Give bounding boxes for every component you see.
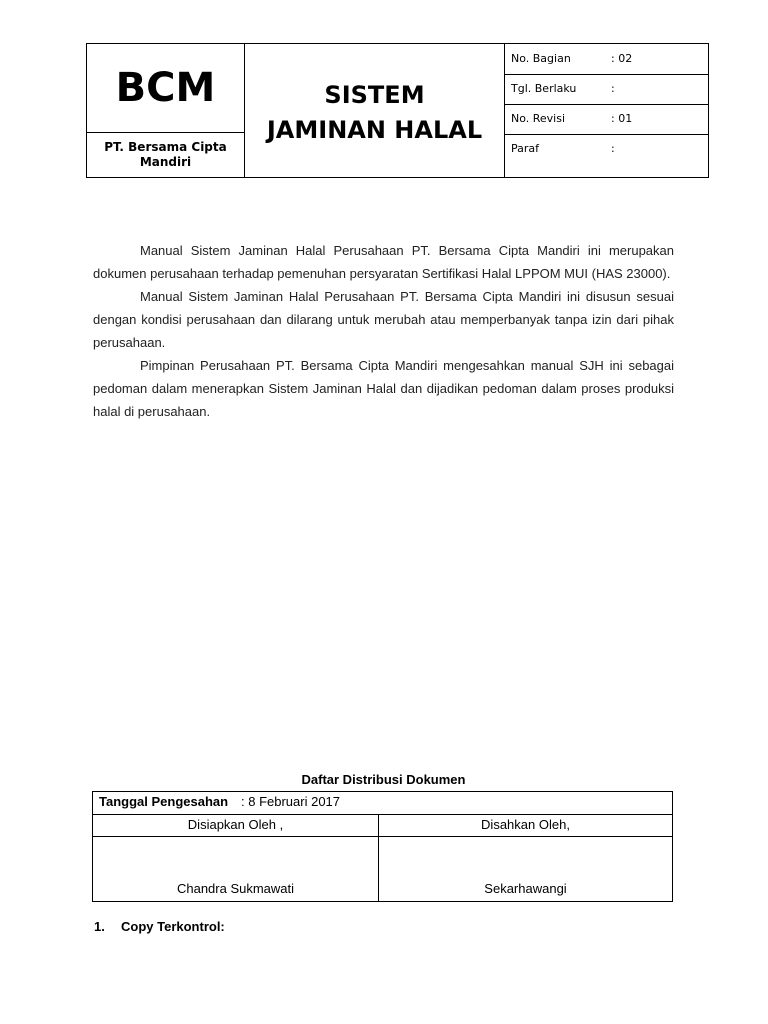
distribution-title: Daftar Distribusi Dokumen — [301, 772, 466, 787]
meta-value: : — [611, 142, 615, 155]
paragraph: Manual Sistem Jaminan Halal Perusahaan PT. Bersama Cipta Mandiri ini disusun sesuai dengan kondisi perusahaan dan dilarang untuk merubah atau memperbanyak tanpa izin dari pihak perusahaan. — [93, 289, 674, 350]
meta-row-revision — [505, 104, 708, 135]
meta-value: : 02 — [611, 52, 633, 65]
section-title: Copy Terkontrol: — [121, 919, 225, 934]
meta-row-section — [505, 44, 708, 75]
company-name: PT. Bersama Cipta Mandiri — [104, 140, 227, 169]
approval-date-value: : 8 Februari 2017 — [241, 794, 341, 809]
approved-by-name: Sekarhawangi — [484, 881, 567, 896]
section-number: 1. — [94, 919, 105, 934]
meta-key: Paraf — [511, 142, 540, 155]
prepared-by-label: Disiapkan Oleh , — [187, 817, 284, 832]
title-line-1: SISTEM — [324, 81, 425, 109]
paragraph: Manual Sistem Jaminan Halal Perusahaan PT. Bersama Cipta Mandiri ini merupakan dokumen perusahaan terhadap pemenuhan persyaratan Sertifikasi Halal LPPOM MUI (HAS 23000). — [93, 243, 674, 281]
title-column — [245, 44, 505, 177]
meta-value: : — [611, 82, 615, 95]
document-title — [245, 78, 504, 148]
paragraph: Pimpinan Perusahaan PT. Bersama Cipta Mandiri mengesahkan manual SJH ini sebagai pedoman dalam menerapkan Sistem Jaminan Halal dan dijadikan pedoman dalam proses produksi halal di perusahaan. — [93, 358, 674, 419]
body-text — [93, 239, 674, 423]
meta-key: Tgl. Berlaku — [511, 82, 577, 95]
meta-key: No. Bagian — [511, 52, 571, 65]
approved-by-label: Disahkan Oleh, — [481, 817, 570, 832]
section-heading — [94, 919, 225, 934]
meta-key: No. Revisi — [511, 112, 566, 125]
distribution-table — [92, 791, 673, 902]
title-line-2: JAMINAN HALAL — [266, 116, 483, 144]
meta-row-signature — [505, 134, 708, 164]
meta-column — [505, 44, 708, 177]
meta-value: : 01 — [611, 112, 633, 125]
approval-date-row — [93, 792, 672, 815]
logo-cell — [87, 44, 244, 133]
logo-column — [87, 44, 245, 177]
company-logo: BCM — [115, 65, 216, 111]
document-header-table — [86, 43, 709, 178]
prepared-by-name: Chandra Sukmawati — [176, 881, 295, 896]
approval-date-label: Tanggal Pengesahan — [99, 794, 229, 809]
meta-row-effective-date — [505, 74, 708, 105]
